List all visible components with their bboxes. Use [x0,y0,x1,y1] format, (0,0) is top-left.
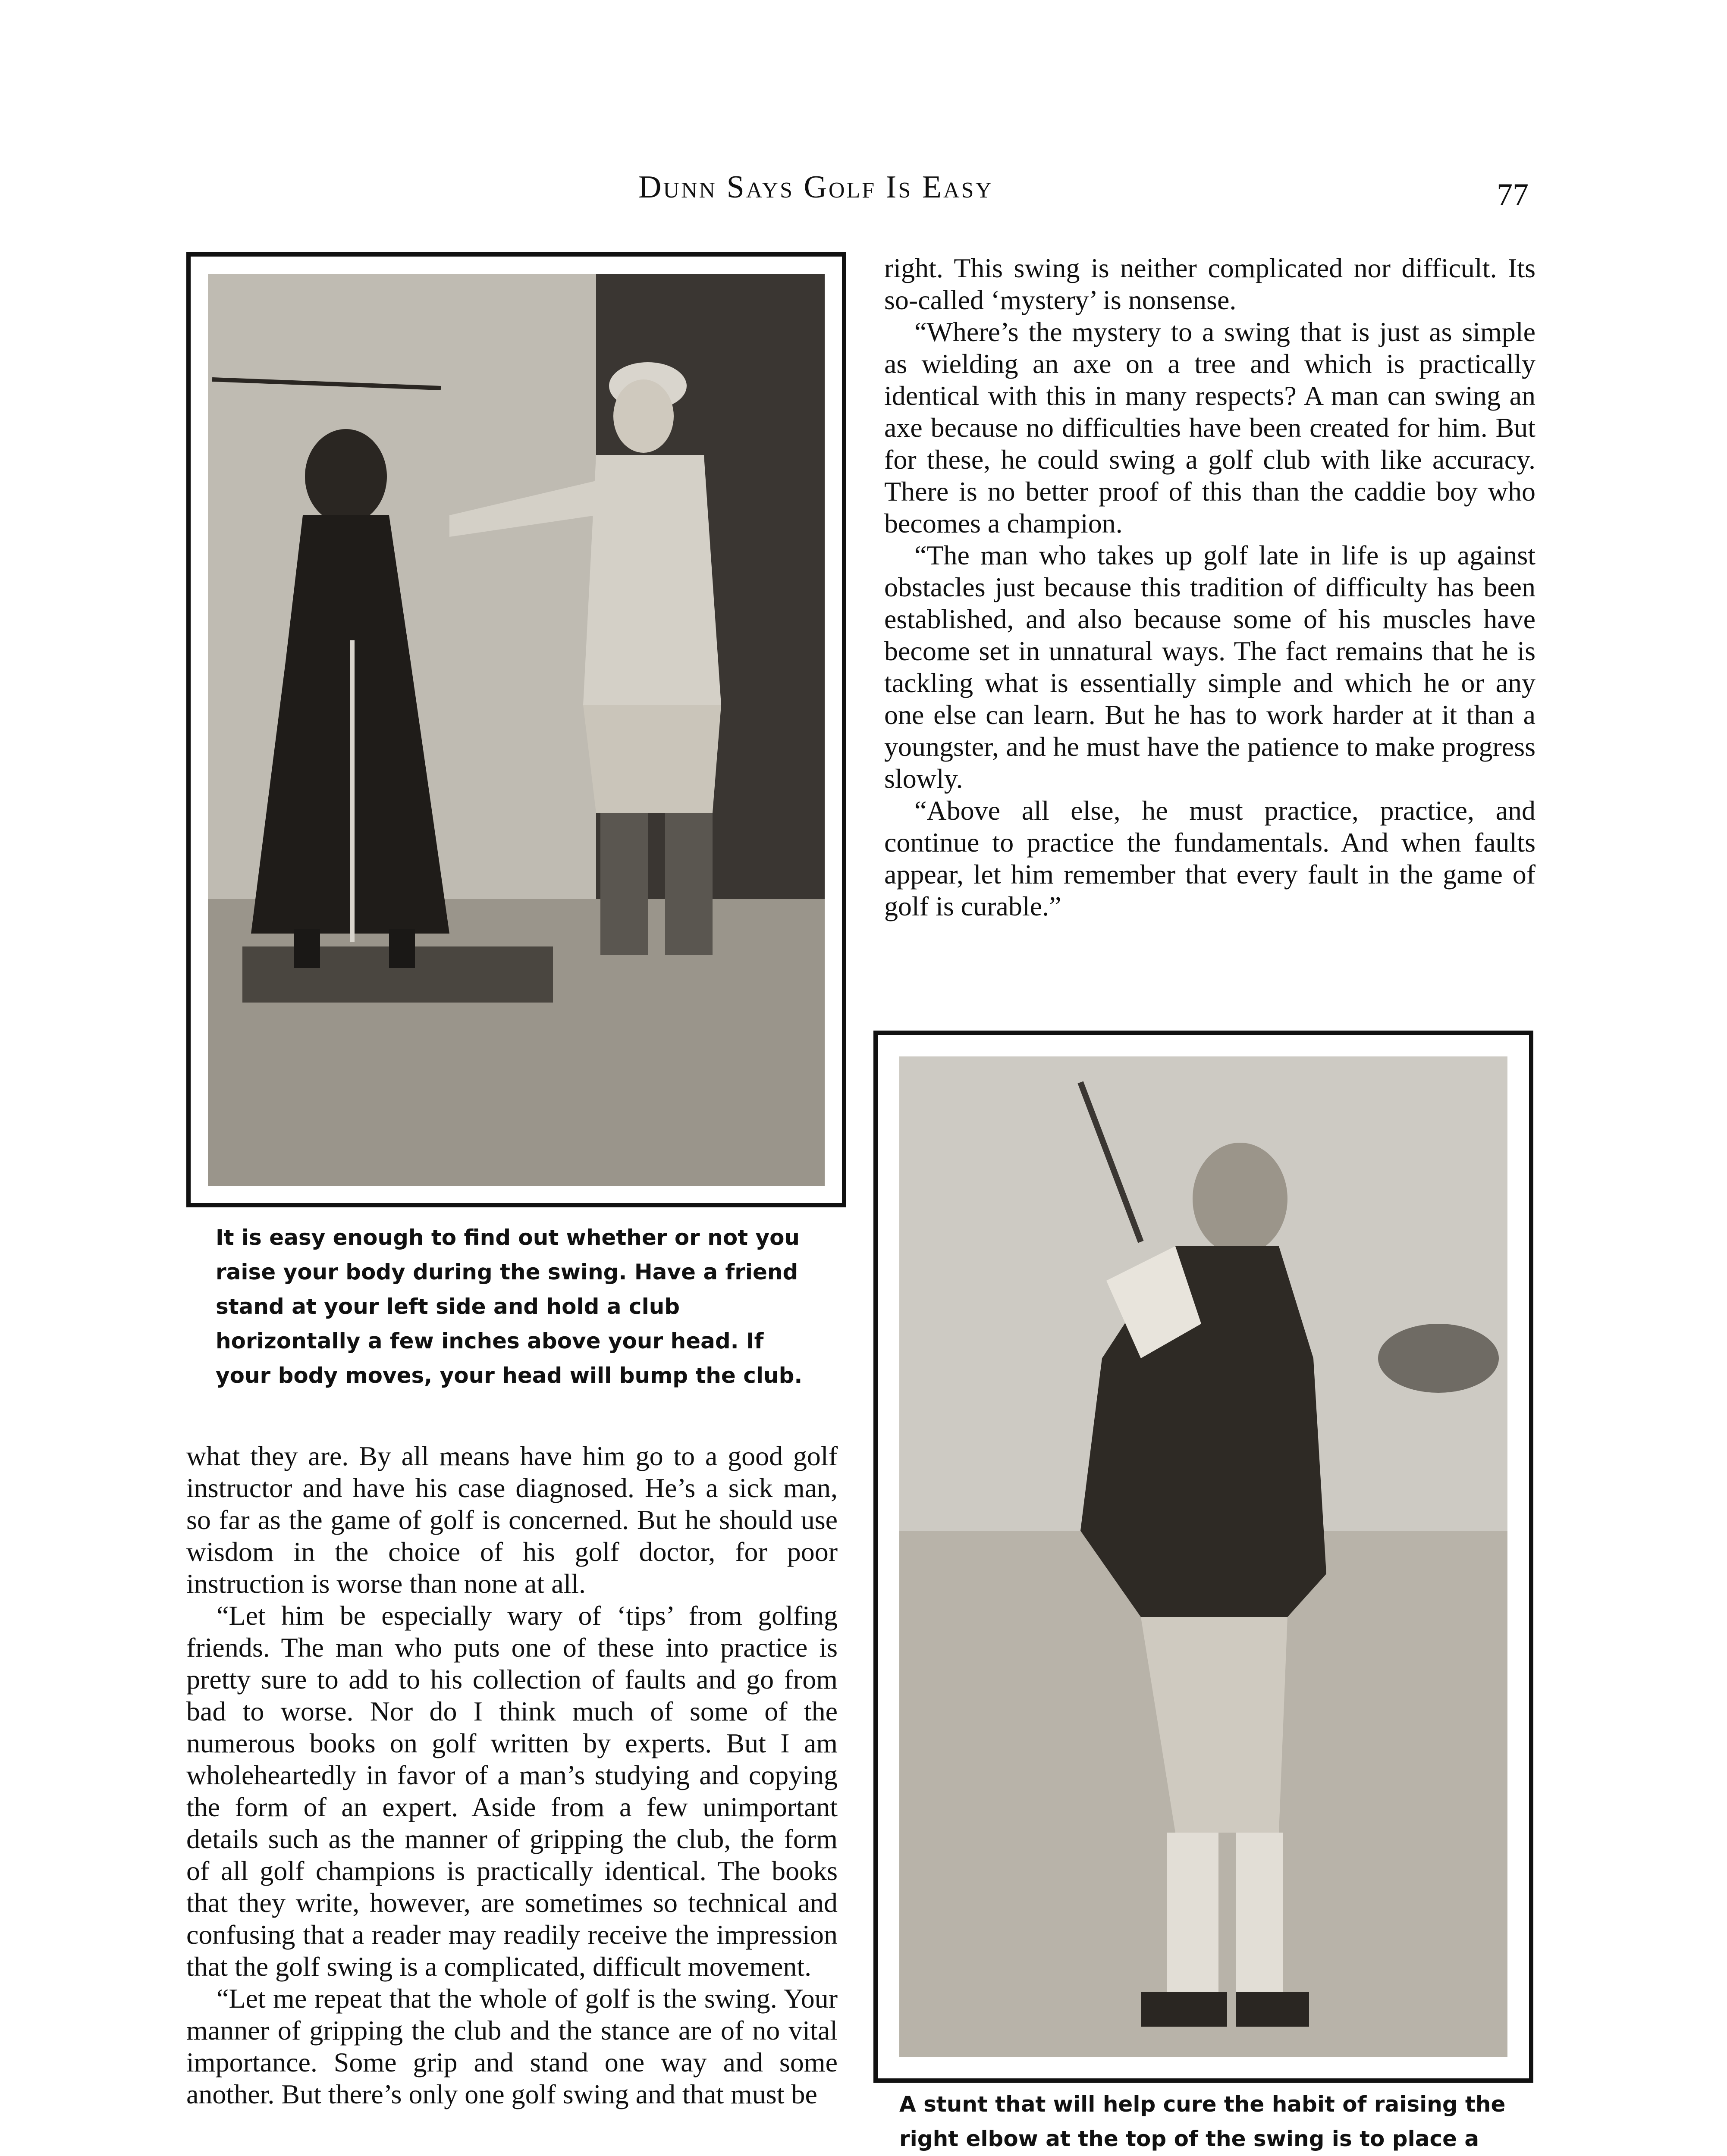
photo-caption-bottom-right: A stunt that will help cure the habit of raising the right elbow at the top of the swing is to place a [899,2092,1506,2151]
running-header: Dunn Says Golf Is Easy [638,169,993,205]
paragraph: “Above all else, he must practice, practice, and continue to practice the fundamentals. And when faults appear, let him remember that every fault in the game of golf is curable.” [884,795,1535,921]
photo-golfer-swing [899,1056,1507,2057]
photo-woman-and-instructor [208,274,825,1186]
photo-caption-top-left: It is easy enough to find out whether or not you raise your body during the swing. Have a friend stand at your left side and hold a club horizontally a few inches above your head. If your body moves, your head will bump the club. [216,1225,803,1388]
paragraph: “Let him be especially wary of ‘tips’ from golfing friends. The man who puts one of these into practice is pretty sure to add to his collection of faults and go from bad to worse. Nor do I think much of some of the numerous books on golf written by experts. But I am wholeheartedly in favor of a man’s studying and copying the form of an expert. Aside from a few unimportant details such as the manner of gripping the club, the form of all golf champions is practically identical. The books that they write, however, are sometimes so technical and confusing that a reader may readily receive the impression that the golf swing is a complicated, difficult movement. [186,1600,838,1982]
paragraph: “Let me repeat that the whole of golf is the swing. Your manner of gripping the club and the stance are of no vital importance. Some grip and stand one way and some another. But there’s only one golf swing and that must be [186,1983,838,2109]
paragraph: “Where’s the mystery to a swing that is just as simple as wielding an axe on a tree and which is practically identical with this in many respects? A man can swing an axe because no difficulties have been created for him. But for these, he could swing a golf club with like accuracy. There is no better proof of this than the caddie boy who becomes a champion. [884,317,1535,539]
photo-frame-bottom-right [873,1031,1533,2083]
photo-illustration [899,1056,1507,2057]
left-column-text [186,1440,838,2110]
photo-illustration [208,274,825,1186]
photo-frame-top-left [186,252,846,1207]
paragraph: “The man who takes up golf late in life is up against obstacles just because this tradition of difficulty has been established, and also because some of his muscles have become set in unnatural ways. The fact remains that he is tackling what is essentially simple and which he or any one else can learn. But he has to work harder at it than a youngster, and he must have the patience to make progress slowly. [884,540,1535,794]
right-column-text [884,252,1535,922]
paragraph: what they are. By all means have him go to a good golf instructor and have his case diagnosed. He’s a sick man, so far as the game of golf is concerned. But he should use wisdom in the choice of his golf doctor, for poor instruction is worse than none at all. [186,1441,838,1599]
page-number: 77 [1497,177,1529,213]
paragraph: right. This swing is neither complicated nor difficult. Its so-called ‘mystery’ is nonsense. [884,253,1535,315]
